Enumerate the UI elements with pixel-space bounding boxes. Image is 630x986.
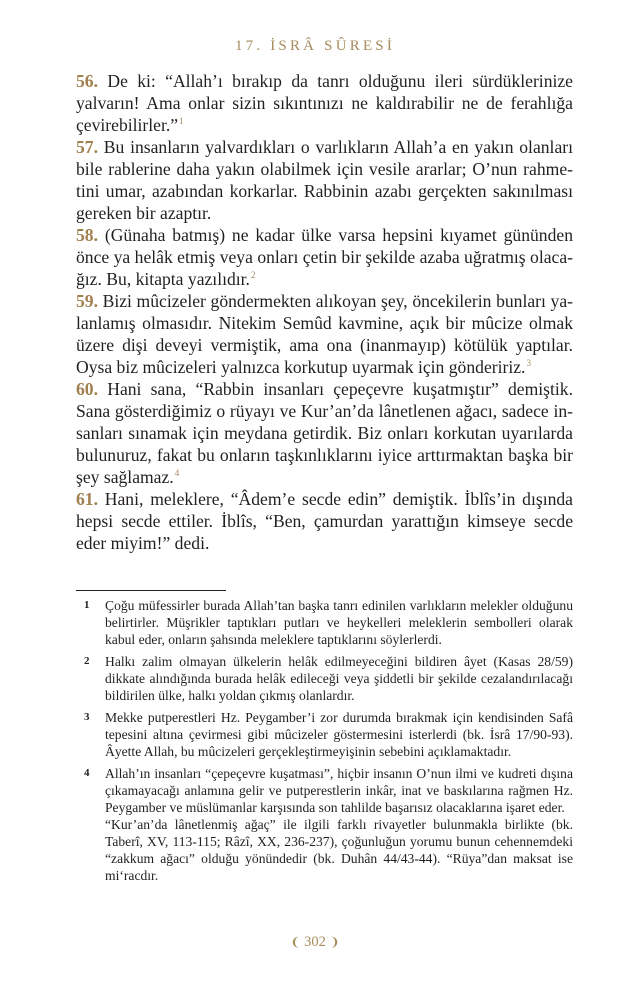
verse-number: 61.: [76, 489, 98, 509]
footnote-text: Halkı zalim olmayan ülkelerin helâk edilmeyeceğini bildiren âyet (Kasas 28/59) dikkate alındığında burada helâk edileceği veya şiddetli bir şekilde cezalandırılacağı bildirilen ülke, halkı yoldan çıkmış olanlardır.: [105, 654, 573, 703]
verse-number: 57.: [76, 137, 98, 157]
footnote-number: 4: [84, 767, 90, 779]
footnote-text: Çoğu müfessirler burada Allah’tan başka tanrı edinilen varlıkların melekler olduğunu belirtirler. Müşrikler taptıkları putları ve heykelleri meleklerin sembolleri olarak kabul eder, onların şahsında meleklere taptıklarını söylerlerdi.: [105, 598, 573, 647]
verse-58: [76, 224, 573, 290]
footnote-3: [76, 709, 573, 760]
footnote-number: 1: [84, 599, 90, 611]
verse-number: 58.: [76, 225, 98, 245]
ornament-left-icon: ❨: [290, 935, 301, 949]
verse-61: [76, 488, 573, 554]
verse-number: 59.: [76, 291, 98, 311]
verse-number: 60.: [76, 379, 98, 399]
footnote-number: 3: [84, 711, 90, 723]
footnote-body: [105, 653, 573, 704]
footnote-body: [105, 709, 573, 760]
footnote-text: Mekke putperestleri Hz. Peygamber’i zor durumda bırakmak için kendisinden Safâ tepesini altına çevirmesi gibi mûcizeler göstermesini isterlerdi (bk. İsrâ 17/90-93). Âyette Allah, bu mûcizeleri gerçekleştirmeyişinin sebebini açıklamaktadır.: [105, 710, 573, 759]
footnote-number: 2: [84, 655, 90, 667]
footnotes-section: [76, 597, 573, 889]
verse-text: Hani sana, “Rabbin insanları çepeçevre kuşatmıştır” demiştik. Sana gösterdiğimiz o rüyayı ve Kur’an’da lânetlenen ağacı, sadece insanları sınamak için meydana getirdik. Biz onları korkutan uyarılarda bulunuruz, fakat bu onların taşkınlıklarını iyice arttırmaktan başka bir şey sağlamaz.: [76, 379, 573, 487]
verse-text: Bizi mûcizeler göndermekten alıkoyan şey, öncekilerin bunları yalanlamış olmasıdır. Nitekim Semûd kavmine, açık bir mûcize olmak üzere dişi deveyi vermiştik, ama ona (inanmayıp) kötülük yaptılar. Oysa biz mûcizeleri yalnızca korkutup uyarmak için göndeririz.: [76, 291, 573, 377]
footnote-2: [76, 653, 573, 704]
footnote-divider: [76, 590, 226, 591]
footnote-ref[interactable]: 3: [526, 358, 531, 369]
verse-number: 56.: [76, 71, 98, 91]
verse-text: De ki: “Allah’ı bırakıp da tanrı olduğunu ileri sürdüklerinize yalvarın! Ama onlar sizin sıkıntınızı ne kaldırabilir ne de ferahlığa çevirebilirler.”: [76, 71, 573, 135]
footnote-text: Allah’ın insanları “çepeçevre kuşatması”, hiçbir insanın O’nun ilmi ve kudreti dışına çıkamayacağı anlamına gelir ve putperestlerin inkâr, inat ve baskılarına rağmen Hz. Peygamber ve müslümanlar karşısında son tahlilde başarısız olacaklarına işaret eder.: [105, 766, 573, 815]
verse-text: Hani, meleklere, “Âdem’e secde edin” demiştik. İblîs’in dışında hepsi secde ettiler. İblîs, “Ben, çamurdan yarattığın kimseye secde eder miyim!” dedi.: [76, 489, 573, 553]
verse-60: [76, 378, 573, 488]
page-footer: [0, 934, 630, 951]
footnote-body: [105, 597, 573, 648]
footnote-4: [76, 765, 573, 884]
verse-59: [76, 290, 573, 378]
footnote-text: “Kur’an’da lânetlenmiş ağaç” ile ilgili farklı rivayetler bulunmakla birlikte (bk. Taberî, XV, 113-115; Râzî, XX, 236-237), çoğunluğun yorumu bunun cehennemdeki “zakkum ağacı” olduğu yönündedir (bk. Duhân 44/43-44). “Rüya”dan maksat ise mi‘racdır.: [105, 817, 573, 883]
verse-57: [76, 136, 573, 224]
verse-56: [76, 70, 573, 136]
verse-text: Bu insanların yalvardıkları o varlıkların Allah’a en yakın olanları bile rablerine daha yakın olabilmek için vesile ararlar; O’nun rahmetini umar, azabından korkarlar. Rabbinin azabı gerçekten sakınılması gereken bir azaptır.: [76, 137, 573, 223]
running-header: [0, 38, 630, 55]
page-number: 302: [304, 934, 326, 950]
footnote-ref[interactable]: 4: [174, 468, 180, 479]
verses-section: [76, 70, 573, 554]
footnote-ref[interactable]: 1: [179, 116, 184, 127]
footnote-ref[interactable]: 2: [250, 270, 256, 281]
footnote-1: [76, 597, 573, 648]
verse-text: (Günaha batmış) ne kadar ülke varsa hepsini kıyamet gününden önce ya helâk etmiş veya onları çetin bir şekilde azaba uğratmış olacağız. Bu, kitapta yazılıdır.: [76, 225, 573, 289]
ornament-right-icon: ❩: [329, 935, 340, 949]
footnote-body: [105, 765, 573, 884]
running-title: 17. İSRÂ SÛRESİ: [234, 38, 396, 54]
